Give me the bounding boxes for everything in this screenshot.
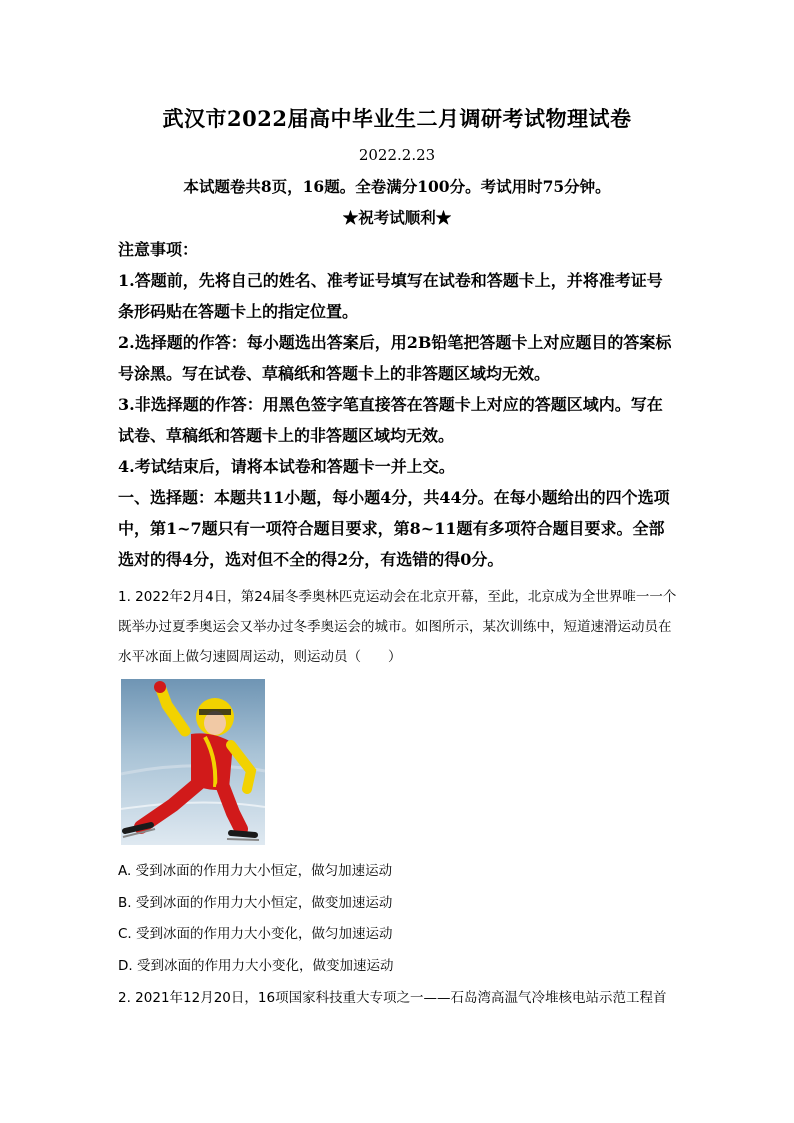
note-item: 3.非选择题的作答：用黑色签字笔直接答在答题卡上对应的答题区域内。写在试卷、草稿纸和答题卡上的非答题区域均无效。 [118,395,663,445]
notes-section [118,234,678,575]
exam-date: 2022.2.23 [358,146,436,164]
option-c: C. 受到冰面的作用力大小变化，做匀加速运动 [118,926,393,942]
exam-title: 武汉市2022届高中毕业生二月调研考试物理试卷 [162,106,632,131]
option-d: D. 受到冰面的作用力大小变化，做变加速运动 [118,957,394,974]
note-item: 4.考试结束后，请将本试卷和答题卡一并上交。 [118,457,455,476]
note-item: 2.选择题的作答：每小题选出答案后，用2B铅笔把答题卡上对应题目的答案标号涂黑。写在试卷、草稿纸和答题卡上的非答题区域均无效。 [118,333,672,383]
notes-heading: 注意事项： [118,240,199,259]
question-1-options [118,856,678,982]
question-1-stem: 1. 2022年2月4日，第24届冬季奥林匹克运动会在北京开幕，至此，北京成为全世界唯一一个既举办过夏季奥运会又举办过冬季奥运会的城市。如图所示，某次训练中，短道速滑运动员在水平冰面上做匀速圆周运动，则运动员（ ） [118,589,677,665]
note-item: 1.答题前，先将自己的姓名、准考证号填写在试卷和答题卡上，并将准考证号条形码贴在答题卡上的指定位置。 [118,271,663,321]
speed-skater-photo [121,679,265,845]
exam-summary: 本试题卷共8页，16题。全卷满分100分。考试用时75分钟。 [183,177,611,196]
option-a: A. 受到冰面的作用力大小恒定，做匀加速运动 [118,863,393,879]
question-2-stem: 2. 2021年12月20日，16项国家科技重大专项之一——石岛湾高温气冷堆核电站示范工程首 [118,990,667,1006]
option-b: B. 受到冰面的作用力大小恒定，做变加速运动 [118,894,393,911]
exam-wish: ★祝考试顺利★ [342,208,452,227]
speed-skater-image [121,679,265,845]
section-instructions: 一、选择题：本题共11小题，每小题4分，共44分。在每小题给出的四个选项中，第1~7题只有一项符合题目要求，第8~11题有多项符合题目要求。全部选对的得4分，选对但不全的得2分，有选错的得0分。 [118,488,670,569]
